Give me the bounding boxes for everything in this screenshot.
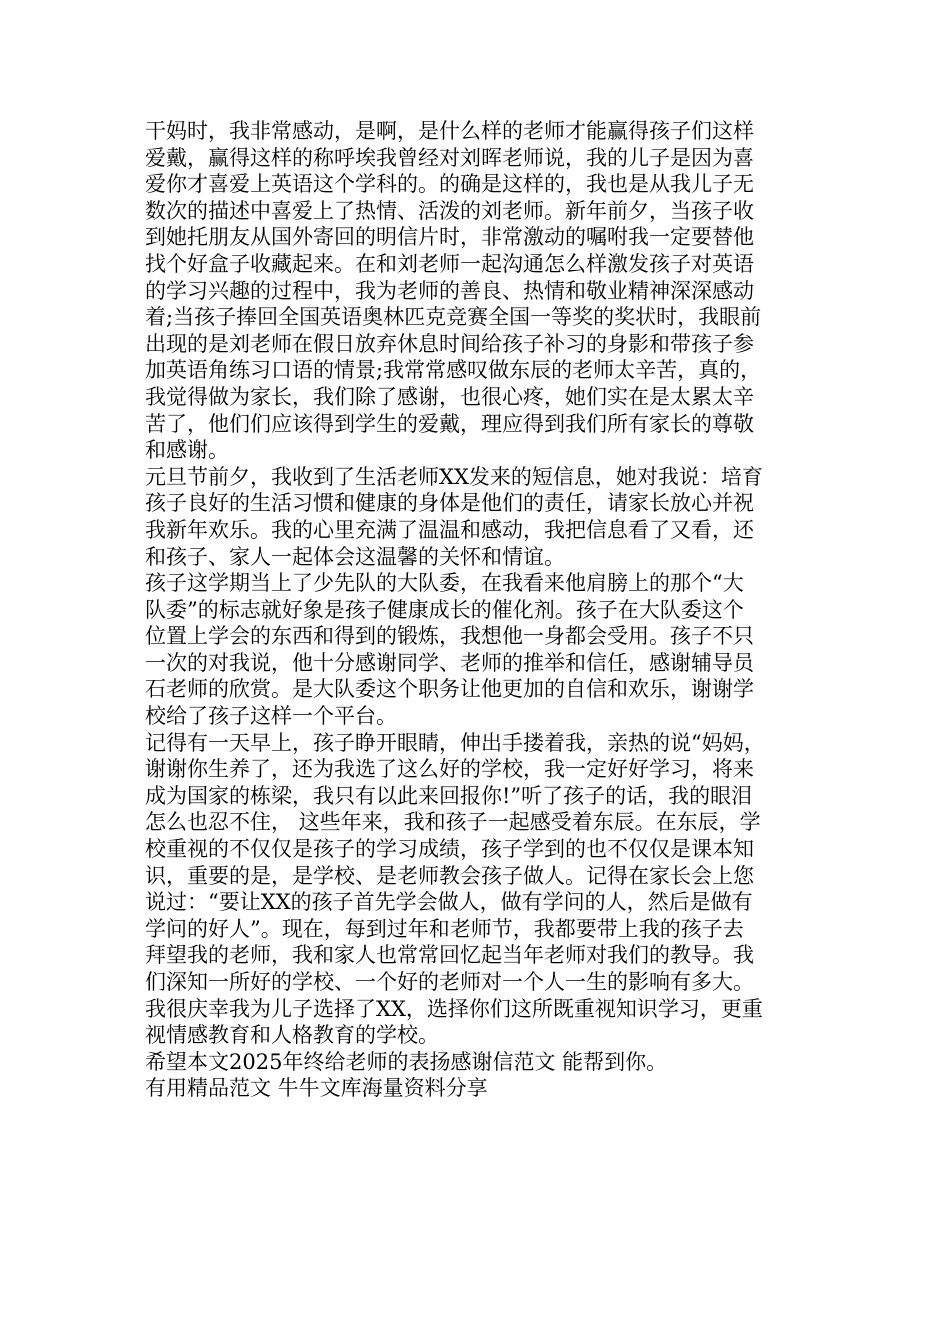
text-line: 校重视的不仅仅是孩子的学习成绩，孩子学到的也不仅仅是课本知 [145,837,754,862]
text-line: 爱戴，赢得这样的称呼埃我曾经对刘晖老师说，我的儿子是因为喜 [145,145,754,170]
text-line: 着;当孩子捧回全国英语奥林匹克竞赛全国一等奖的奖状时，我眼前 [145,305,762,330]
text-line: 出现的是刘老师在假日放弃休息时间给孩子补习的身影和带孩子参 [145,331,754,356]
paragraph-gratitude [145,730,805,1049]
text-line: 学问的好人”。现在，每到过年和老师节，我都要带上我的孩子去 [145,916,744,941]
text-line: 队委”的标志就好象是孩子健康成长的催化剂。孩子在大队委这个 [145,597,744,622]
text-line: 拜望我的老师，我和家人也常常回忆起当年老师对我们的教导。我 [145,943,754,968]
text-line: 说过：“要让XX的孩子首先学会做人，做有学问的人，然后是做有 [145,890,753,915]
text-line: 到她托朋友从国外寄回的明信片时，非常激动的嘱咐我一定要替他 [145,225,754,250]
document-body [145,118,805,1102]
text-line: 干妈时，我非常感动，是啊，是什么样的老师才能赢得孩子们这样 [145,119,754,143]
text-line: 找个好盒子收藏起来。在和刘老师一起沟通怎么样激发孩子对英语 [145,251,754,276]
text-line: 成为国家的栋梁，我只有以此来回报你!”听了孩子的话，我的眼泪 [145,783,753,808]
paragraph-new-year-message [145,464,805,570]
text-line: 希望本文2025年终给老师的表扬感谢信范文 能帮到你。 [145,1049,668,1074]
text-line: 孩子良好的生活习惯和健康的身体是他们的责任，请家长放心并祝 [145,491,754,516]
text-line: 视情感教育和人格教育的学校。 [145,1023,439,1048]
text-line: 爱你才喜爱上英语这个学科的。的确是这样的，我也是从我儿子无 [145,172,754,197]
text-line: 和孩子、家人一起体会这温馨的关怀和情谊。 [145,544,565,569]
text-line: 和感谢。 [145,438,229,463]
text-line: 石老师的欣赏。是大队委这个职务让他更加的自信和欢乐，谢谢学 [145,677,754,702]
text-line: 一次的对我说，他十分感谢同学、老师的推举和信任，感谢辅导员 [145,650,754,675]
paragraph-footer-note [145,1075,805,1102]
text-line: 有用精品范文 牛牛文库海量资料分享 [145,1076,488,1101]
paragraph-brigade-committee [145,570,805,730]
text-line: 校给了孩子这样一个平台。 [145,704,397,729]
text-line: 怎么也忍不住， 这些年来，我和孩子一起感受着东辰。在东辰，学 [145,810,761,835]
text-line: 元旦节前夕，我收到了生活老师XX发来的短信息，她对我说：培育 [145,464,763,489]
text-line: 加英语角练习口语的情景;我常常感叹做东辰的老师太辛苦，真的， [145,358,762,383]
text-line: 的学习兴趣的过程中，我为老师的善良、热情和敬业精神深深感动 [145,278,754,303]
text-line: 孩子这学期当上了少先队的大队委，在我看来他肩膀上的那个“大 [145,571,744,596]
text-line: 谢谢你生养了，还为我选了这么好的学校，我一定好好学习，将来 [145,757,754,782]
paragraph-teacher-liu [145,118,805,464]
text-line: 记得有一天早上，孩子睁开眼睛，伸出手搂着我，亲热的说“妈妈， [145,730,765,755]
text-line: 数次的描述中喜爱上了热情、活泼的刘老师。新年前夕，当孩子收 [145,198,754,223]
text-line: 我觉得做为家长，我们除了感谢，也很心疼，她们实在是太累太辛 [145,384,754,409]
paragraph-closing [145,1049,805,1076]
text-line: 我新年欢乐。我的心里充满了温温和感动，我把信息看了又看，还 [145,517,754,542]
text-line: 苦了，他们们应该得到学生的爱戴，理应得到我们所有家长的尊敬 [145,411,754,436]
text-line: 位置上学会的东西和得到的锻炼，我想他一身都会受用。孩子不只 [145,624,754,649]
text-line: 识，重要的是，是学校、是老师教会孩子做人。记得在家长会上您 [145,863,754,888]
text-line: 们深知一所好的学校、一个好的老师对一个人一生的影响有多大。 [145,970,754,994]
text-line: 我很庆幸我为儿子选择了XX，选择你们这所既重视知识学习，更重 [145,996,763,1021]
